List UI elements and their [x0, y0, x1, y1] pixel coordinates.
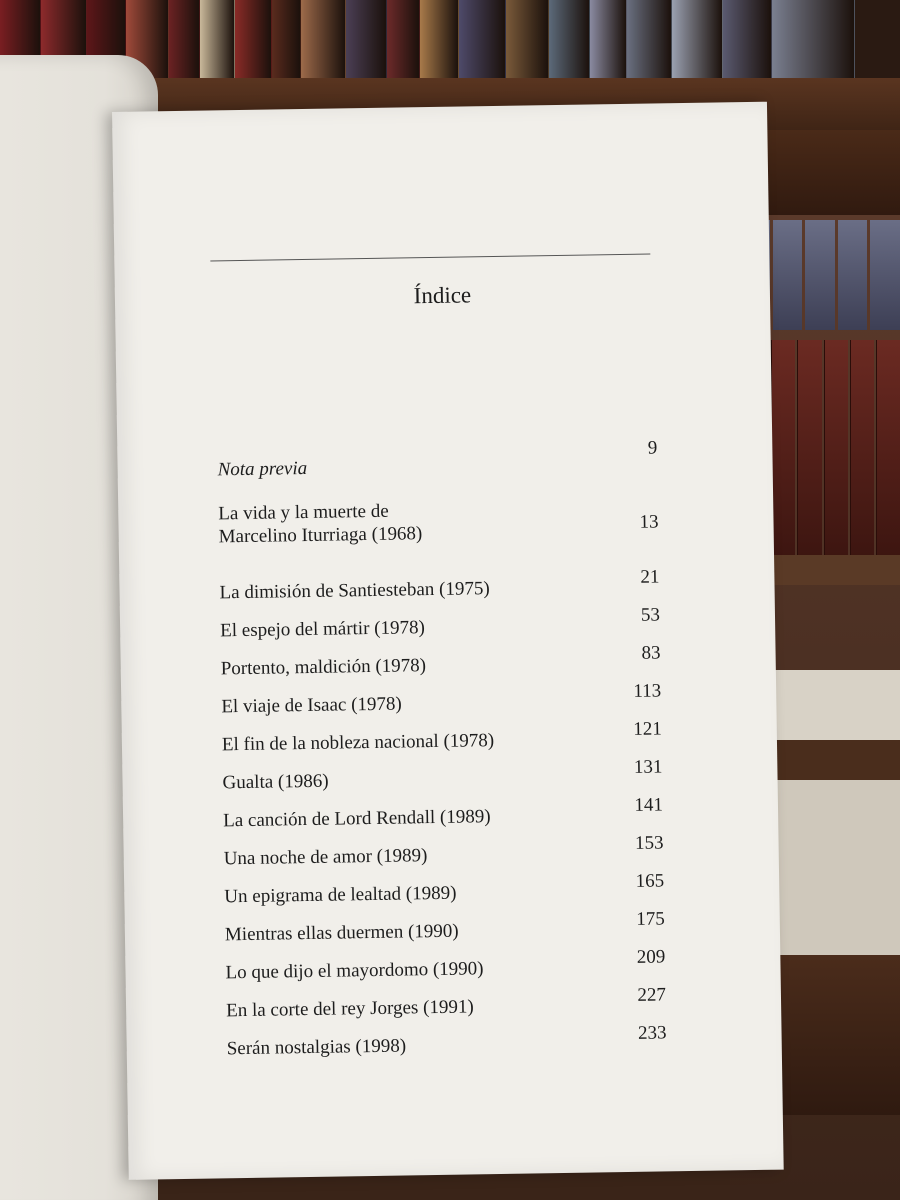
toc-entry-title: Mientras ellas duermen (1990)	[224, 920, 459, 946]
book-spine	[301, 0, 346, 80]
toc-entry-page: 121	[633, 718, 662, 740]
toc-entry-title: Serán nostalgias (1998)	[226, 1035, 407, 1060]
background-white-panel	[760, 670, 900, 740]
book-spine	[169, 0, 200, 80]
toc-entry-title: En la corte del rey Jorges (1991)	[225, 996, 474, 1022]
header-rule	[210, 254, 650, 262]
toc-entry-page: 83	[641, 642, 661, 664]
book-spine	[506, 0, 549, 80]
book-spine	[590, 0, 627, 80]
toc-entry-title: El viaje de Isaac (1978)	[221, 693, 402, 718]
toc-entry	[222, 794, 664, 832]
toc-entry-title: El espejo del mártir (1978)	[219, 617, 426, 642]
book-spine	[723, 0, 772, 80]
toc-entry-title-line2: Marcelino Iturriaga (1968)	[218, 523, 423, 548]
toc-entry-title: Lo que dijo el mayordomo (1990)	[225, 958, 484, 984]
toc-entry-title: La vida y la muerte de	[218, 500, 389, 525]
toc-entry-page: 165	[635, 870, 665, 892]
background-white-panel-lower	[760, 780, 900, 960]
toc-entry	[221, 718, 662, 756]
toc-entry-title: Gualta (1986)	[222, 770, 329, 794]
toc-entry	[222, 756, 663, 794]
toc-entry-title: La dimisión de Santiesteban (1975)	[219, 578, 490, 604]
book-spine	[387, 0, 420, 80]
toc-entry	[225, 946, 666, 984]
book-spine	[459, 0, 506, 80]
book-spine	[627, 0, 672, 80]
toc-entry-title: Nota previa	[217, 457, 308, 481]
toc-entry	[223, 832, 664, 870]
toc-entry-title: Un epigrama de lealtad (1989)	[224, 882, 457, 908]
book-spine	[549, 0, 590, 80]
toc-entry-page: 131	[633, 756, 663, 778]
table-of-contents	[217, 437, 667, 1060]
toc-entry	[217, 437, 658, 481]
toc-entry-title: Una noche de amor (1989)	[223, 845, 428, 870]
book-spine	[235, 0, 272, 80]
toc-entry	[220, 642, 661, 680]
book-spine	[200, 0, 235, 80]
toc-entry	[218, 495, 659, 548]
index-page	[112, 102, 784, 1180]
toc-entry-page: 175	[636, 908, 665, 930]
toc-entry	[219, 566, 660, 604]
toc-entry	[224, 908, 665, 946]
toc-entry	[219, 604, 661, 642]
book-spine	[420, 0, 459, 80]
book-spine	[672, 0, 723, 80]
toc-entry	[226, 1022, 667, 1060]
toc-entry	[225, 984, 667, 1022]
toc-entry-page: 21	[640, 566, 660, 588]
book-spine	[346, 0, 387, 80]
toc-entry-page: 141	[634, 794, 664, 816]
toc-entry-page: 233	[637, 1022, 667, 1044]
toc-entry-page: 53	[640, 604, 661, 626]
toc-entry-page: 13	[639, 511, 659, 533]
toc-entry-page: 227	[637, 984, 667, 1006]
toc-entry	[224, 870, 665, 908]
toc-entry-title: La canción de Lord Rendall (1989)	[222, 806, 491, 832]
toc-entry-title: Portento, maldición (1978)	[220, 655, 427, 680]
toc-entry-title: El fin de la nobleza nacional (1978)	[221, 730, 495, 756]
toc-entry-page: 9	[647, 437, 658, 459]
toc-entry-page: 113	[633, 680, 662, 702]
toc-entry-page: 209	[636, 946, 666, 968]
toc-entry-page: 153	[634, 832, 664, 854]
book-spine	[272, 0, 301, 80]
page-title: Índice	[413, 282, 472, 309]
toc-entry	[221, 680, 662, 718]
book-spine	[772, 0, 855, 80]
